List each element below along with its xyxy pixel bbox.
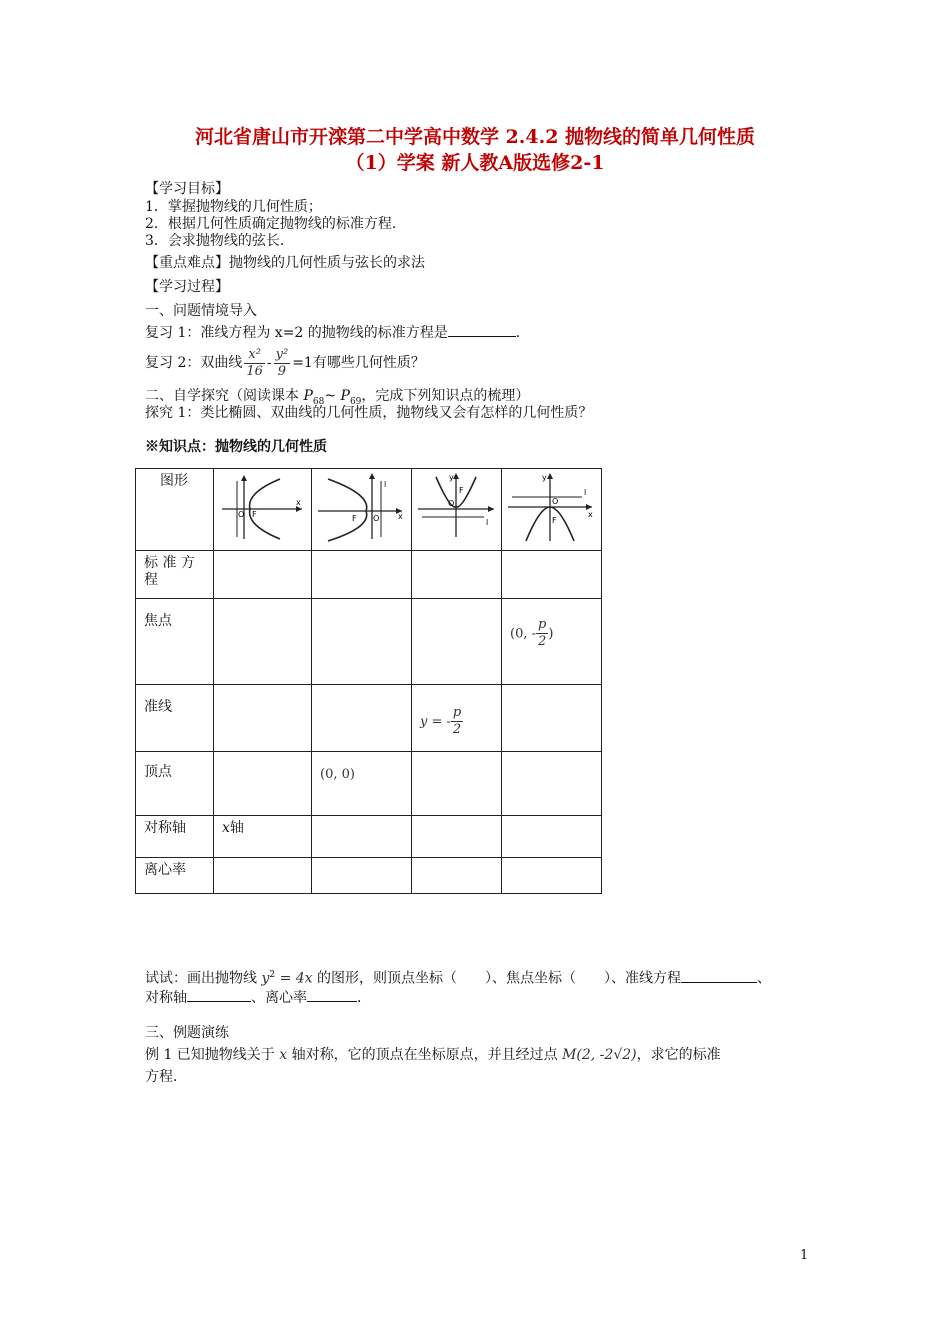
frac-denominator: 9 xyxy=(277,363,287,379)
review1-blank[interactable] xyxy=(448,324,516,337)
origin-label: O xyxy=(238,510,245,519)
example1-var: x xyxy=(279,1047,288,1063)
cell-eq-3[interactable] xyxy=(412,551,502,599)
goals-heading: 【学习目标】 xyxy=(145,181,229,197)
trial-line-1 xyxy=(145,966,771,988)
focus-value-prefix: (0, - xyxy=(510,626,536,642)
eccentricity-blank[interactable] xyxy=(307,989,357,1002)
example1-line-1 xyxy=(145,1046,721,1064)
graph-cell-1 xyxy=(214,469,312,551)
origin-label: O xyxy=(373,514,380,523)
trial-eq-rest: = 4x xyxy=(279,970,313,987)
table-row-eccentricity xyxy=(136,858,602,894)
focus-value-fraction xyxy=(536,617,548,650)
row-label-focus: 焦点 xyxy=(136,599,214,685)
minus-sign: - xyxy=(266,355,272,371)
graph-cell-2 xyxy=(312,469,412,551)
vertex-value: (0, 0) xyxy=(320,767,355,782)
example1-text-c: ，求它的标准 xyxy=(636,1047,721,1063)
row-label-vertex: 顶点 xyxy=(136,752,214,816)
explore1-text: 探究 1：类比椭圆、双曲线的几何性质，抛物线又会有怎样的几何性质？ xyxy=(145,405,593,421)
origin-label: O xyxy=(448,499,455,508)
frac-denominator: 16 xyxy=(246,363,263,379)
directrix-value-fraction xyxy=(451,705,463,738)
review1-text: 复习 1：准线方程为 x=2 的抛物线的标准方程是 xyxy=(145,325,448,341)
review2-text: 复习 2：双曲线 xyxy=(145,355,243,371)
row-label-axis: 对称轴 xyxy=(136,816,214,858)
document-title-line2: （1）学案 新人教A版选修2-1 xyxy=(345,152,605,174)
row-label-eccentricity: 离心率 xyxy=(136,858,214,894)
page-start-number: 68 xyxy=(312,396,325,407)
frac-numerator: y² xyxy=(275,346,289,362)
section2-note: （阅读课本 xyxy=(229,388,299,404)
directrix-label: l xyxy=(584,488,587,497)
trial-eq-var: y xyxy=(261,970,270,987)
table-row-directrix xyxy=(136,685,602,752)
cell-focus-1[interactable] xyxy=(214,599,312,685)
row-label-graph: 图形 xyxy=(136,469,214,551)
eccentricity-prompt: 、离心率 xyxy=(251,990,307,1006)
table-row-vertex xyxy=(136,752,602,816)
cell-dir-3 xyxy=(412,685,502,752)
origin-label: O xyxy=(552,497,559,506)
y-axis-label: y xyxy=(449,473,454,482)
cell-axis-4[interactable] xyxy=(502,816,602,858)
cell-vertex-4[interactable] xyxy=(502,752,602,816)
cell-dir-4[interactable] xyxy=(502,685,602,752)
x-axis-label: x xyxy=(398,512,403,521)
page-number: 1 xyxy=(800,1248,809,1263)
trial-end: ． xyxy=(357,990,371,1006)
page-end: P xyxy=(340,388,350,404)
frac-denominator: 2 xyxy=(452,722,462,737)
section2-note-end: ，完成下列知识点的梳理） xyxy=(361,388,530,404)
graph-cell-4 xyxy=(502,469,602,551)
directrix-value-prefix: y = - xyxy=(420,714,451,730)
cell-vertex-3[interactable] xyxy=(412,752,502,816)
review1-end: ． xyxy=(515,325,530,341)
review2-question: =1有哪些几何性质？ xyxy=(292,355,425,371)
parabola-properties-table xyxy=(135,468,602,894)
axis-prompt: 对称轴 xyxy=(145,990,187,1006)
process-heading: 【学习过程】 xyxy=(145,279,229,295)
review2-fraction-y xyxy=(274,347,291,380)
cell-ecc-4[interactable] xyxy=(502,858,602,894)
section2-title: 二、自学探究 xyxy=(145,388,229,404)
table-row-axis xyxy=(136,816,602,858)
focus-label: F xyxy=(352,514,357,523)
parabola-up-opening-graph xyxy=(414,471,498,543)
parabola-down-opening-graph xyxy=(504,471,598,543)
axis-text: 轴 xyxy=(229,820,244,836)
example1-line-2: 方程． xyxy=(145,1069,187,1085)
row-label-directrix: 准线 xyxy=(136,685,214,752)
cell-eq-4[interactable] xyxy=(502,551,602,599)
key-points-text: 抛物线的几何性质与弦长的求法 xyxy=(229,255,425,271)
key-points-label: 【重点难点】 xyxy=(145,255,229,271)
focus-label: F xyxy=(552,516,557,525)
parabola-right-opening-graph xyxy=(216,471,308,543)
row-label-equation: 标 准 方 程 xyxy=(136,551,214,599)
cell-ecc-1[interactable] xyxy=(214,858,312,894)
graph-cell-3 xyxy=(412,469,502,551)
tilde: ~ xyxy=(324,388,337,404)
cell-dir-2[interactable] xyxy=(312,685,412,752)
table-row-graph xyxy=(136,469,602,551)
directrix-blank[interactable] xyxy=(681,970,757,983)
cell-axis-1 xyxy=(214,816,312,858)
cell-axis-2[interactable] xyxy=(312,816,412,858)
cell-focus-4 xyxy=(502,599,602,685)
knowledge-heading: ※知识点：抛物线的几何性质 xyxy=(145,439,327,455)
page-end-number: 69 xyxy=(349,396,362,407)
y-axis-label: y xyxy=(542,473,547,482)
table-row-equation xyxy=(136,551,602,599)
cell-vertex-2 xyxy=(312,752,412,816)
frac-denominator: 2 xyxy=(538,634,547,649)
review2-line xyxy=(145,346,425,380)
key-points-line xyxy=(145,254,425,272)
cell-eq-1[interactable] xyxy=(214,551,312,599)
cell-ecc-3[interactable] xyxy=(412,858,502,894)
cell-focus-2[interactable] xyxy=(312,599,412,685)
trial-line-2 xyxy=(145,989,371,1007)
x-axis-label: x xyxy=(588,510,593,519)
example1-text-b: 轴对称，它的顶点在坐标原点，并且经过点 xyxy=(291,1047,558,1063)
table-row-focus xyxy=(136,599,602,685)
frac-numerator: p xyxy=(538,617,547,632)
cell-vertex-1[interactable] xyxy=(214,752,312,816)
frac-numerator: p xyxy=(452,705,462,720)
directrix-label: l xyxy=(384,480,387,489)
x-axis-label: x xyxy=(296,498,301,507)
directrix-label: l xyxy=(486,518,489,527)
review2-fraction-x xyxy=(244,347,265,380)
page-start: P xyxy=(303,388,313,404)
cell-eq-2[interactable] xyxy=(312,551,412,599)
focus-label: F xyxy=(459,486,464,495)
section1-heading: 一、问题情境导入 xyxy=(145,303,257,319)
cell-dir-1[interactable] xyxy=(214,685,312,752)
cell-axis-3[interactable] xyxy=(412,816,502,858)
trial-text: 试试：画出抛物线 xyxy=(145,970,257,987)
goal-item-3: 3．会求抛物线的弦长． xyxy=(145,233,294,249)
trial-sep: 、 xyxy=(757,970,771,987)
axis-blank[interactable] xyxy=(187,989,251,1002)
example1-point: M(2, -2√2) xyxy=(562,1047,637,1063)
cell-ecc-2[interactable] xyxy=(312,858,412,894)
goal-item-2: 2．根据几何性质确定抛物线的标准方程． xyxy=(145,216,406,232)
frac-numerator: x² xyxy=(244,347,265,364)
document-title-line1: 河北省唐山市开滦第二中学高中数学 2.4.2 抛物线的简单几何性质 xyxy=(194,126,756,148)
review1-line xyxy=(145,324,530,342)
example1-text-a: 例 1 已知抛物线关于 xyxy=(145,1047,275,1063)
trial-questions: 的图形，则顶点坐标（ ）、焦点坐标（ ）、准线方程 xyxy=(317,970,681,987)
cell-focus-3[interactable] xyxy=(412,599,502,685)
parabola-left-opening-graph xyxy=(314,471,408,543)
axis-variable: x xyxy=(222,820,230,836)
focus-value-suffix: ) xyxy=(548,626,554,642)
goal-item-1: 1．掌握抛物线的几何性质； xyxy=(145,199,322,215)
trial-eq-exponent: 2 xyxy=(269,970,276,980)
section3-heading: 三、例题演练 xyxy=(145,1025,229,1041)
focus-label: F xyxy=(252,510,257,519)
